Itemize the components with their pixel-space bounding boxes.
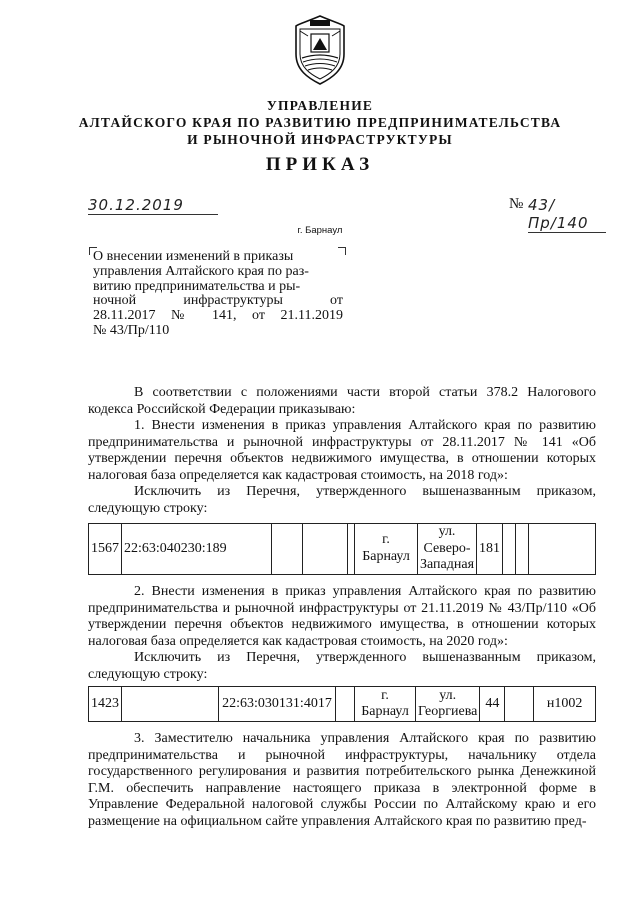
table-cell [529,524,596,575]
table-cell [303,524,348,575]
table-cell [336,687,355,722]
table-cell: н1002 [534,687,596,722]
table-cell: г. Барнаул [355,524,418,575]
table-cell: ул. Георгиева [416,687,480,722]
item-3-paragraph: 3. Заместителю начальника управления Алтайского края по развитию предпринимательства и рыночной инфраструктуры, начальнику отдела государственного регулирования и развития потребительского рынка Денежкиной Г.М. обеспечить направление настоящего приказа в электронной форме в Управление Федеральной налоговой службы России по Алтайскому краю и его размещение на официальном сайте управления Алтайского края по развитию пред- [88,731,596,829]
table-cell: 1567 [89,524,122,575]
city: г. Барнаул [297,225,343,236]
table-cell: 22:63:030131:4017 [219,687,336,722]
order-date: 30.12.2019 [88,196,218,215]
item-1-paragraph: 1. Внести изменения в приказ управления Алтайского края по развитию предпринимательства и рыночной инфраструктуры от 28.11.2017 № 141 «Об утверждении перечня объектов недвижимого имущества, в отношении которых налоговая база определяется как кадастровая стоимость, на 2018 год»: [88,418,596,483]
item-1-exclude-paragraph: Исключить из Перечня, утвержденного вышеназванным приказом, следующую строку: [88,484,596,516]
table-cell [122,687,219,722]
subject-line: 28.11.2017 № 141, от 21.11.2019 [93,308,343,324]
order-number: 43/Пр/140 [528,196,606,233]
table-cell [272,524,303,575]
table-cell [516,524,529,575]
subject-line: ночной инфраструктуры от [93,293,343,309]
item-2-exclude-paragraph: Исключить из Перечня, утвержденного вышеназванным приказом, следующую строку: [88,650,596,682]
table-cell [505,687,534,722]
order-subject [93,250,343,339]
table-row [89,687,596,722]
org-name-line-2: АЛТАЙСКОГО КРАЯ ПО РАЗВИТИЮ ПРЕДПРИНИМАТЕЛЬСТВА [78,115,562,130]
org-name-line-3: И РЫНОЧНОЙ ИНФРАСТРУКТУРЫ [187,132,453,147]
order-number-prefix: № [509,196,524,212]
subject-line: витию предпринимательства и ры- [93,278,301,294]
table-cell: ул. Северо-Западная [418,524,477,575]
table-cell [503,524,516,575]
document-type-title: ПРИКАЗ [265,154,375,175]
table-cell: 44 [480,687,505,722]
table-cell [348,524,355,575]
item-2-paragraph: 2. Внести изменения в приказ управления Алтайского края по развитию предпринимательства и рыночной инфраструктуры от 21.11.2019 № 43/Пр/110 «Об утверждении перечня объектов недвижимого имущества, в отношении которых налоговая база определяется как кадастровая стоимость, на 2020 год»: [88,584,596,649]
excluded-row-table-2020 [88,686,596,722]
table-cell: 181 [477,524,503,575]
subject-line: управления Алтайского края по раз- [93,263,309,279]
table-cell: 22:63:040230:189 [122,524,272,575]
table-row [89,524,596,575]
subject-line: О внесении изменений в приказы [93,249,294,264]
table-cell: 1423 [89,687,122,722]
table-cell: г. Барнаул [355,687,416,722]
excluded-row-table-2018 [88,523,596,575]
subject-line: № 43/Пр/110 [93,322,170,338]
coat-of-arms-emblem [292,14,348,86]
org-name-line-1: УПРАВЛЕНИЕ [266,98,374,113]
intro-paragraph: В соответствии с положениями части второй статьи 378.2 Налогового кодекса Российской Федерации приказываю: [88,385,596,417]
